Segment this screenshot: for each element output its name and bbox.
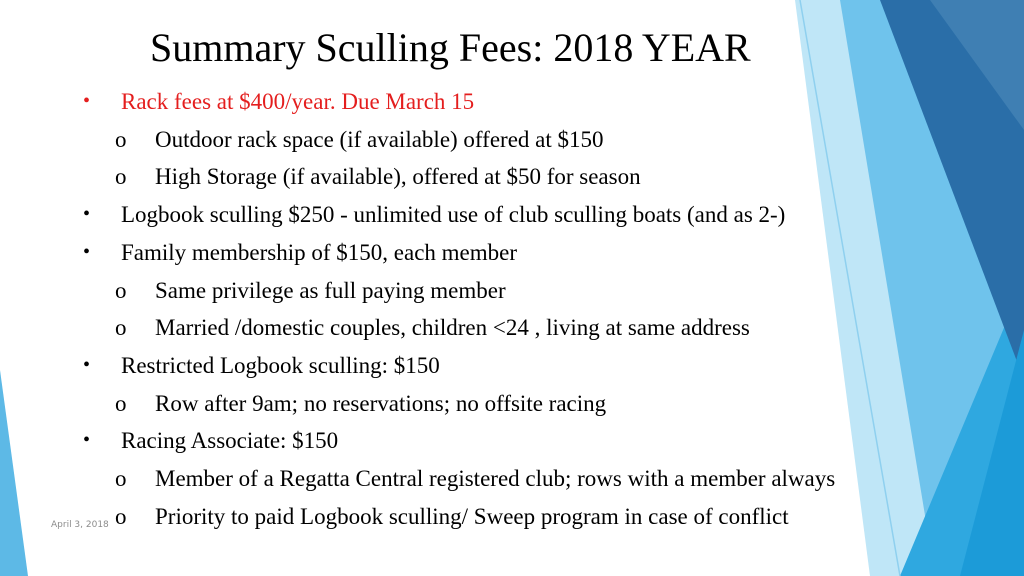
bullet-text: Rack fees at $400/year. Due March 15 <box>121 89 475 114</box>
slide-title: Summary Sculling Fees: 2018 YEAR <box>150 25 751 70</box>
bullet-text: Logbook sculling $250 - unlimited use of club sculling boats (and as 2-) <box>121 202 786 227</box>
bullet-text: Outdoor rack space (if available) offered at $150 <box>155 127 604 152</box>
sub-bullet-marker: o <box>115 278 127 303</box>
bullet-text: Racing Associate: $150 <box>121 428 339 453</box>
bullet-marker: • <box>83 203 91 225</box>
slide-date: April 3, 2018 <box>51 520 109 530</box>
bullet-text: Priority to paid Logbook sculling/ Sweep program in case of conflict <box>155 504 789 529</box>
sub-bullet-marker: o <box>115 504 127 529</box>
sub-bullet-item <box>115 504 789 529</box>
bullet-item <box>83 240 518 265</box>
sub-bullet-marker: o <box>115 466 127 491</box>
sub-bullet-marker: o <box>115 315 127 340</box>
bullet-text: Same privilege as full paying member <box>155 278 506 303</box>
sub-bullet-item <box>115 466 836 491</box>
bullet-text: Family membership of $150, each member <box>121 240 518 265</box>
bullet-marker: • <box>83 429 91 451</box>
bullet-text: Row after 9am; no reservations; no offsite racing <box>155 391 607 416</box>
bullet-text: Married /domestic couples, children <24 , living at same address <box>155 315 750 340</box>
bullet-marker: • <box>83 90 91 112</box>
bullet-marker: • <box>83 241 91 263</box>
bullet-item <box>83 353 440 378</box>
sub-bullet-marker: o <box>115 164 127 189</box>
bullet-item <box>83 428 339 453</box>
bullet-text: Member of a Regatta Central registered club; rows with a member always <box>155 466 836 491</box>
bullet-item <box>83 89 475 114</box>
bullet-text: High Storage (if available), offered at $50 for season <box>155 164 641 189</box>
sub-bullet-item <box>115 391 607 416</box>
sub-bullet-item <box>115 164 641 189</box>
sub-bullet-item <box>115 278 506 303</box>
sub-bullet-marker: o <box>115 391 127 416</box>
sub-bullet-item <box>115 127 604 152</box>
sub-bullet-marker: o <box>115 127 127 152</box>
bullet-item <box>83 202 786 227</box>
bullet-marker: • <box>83 354 91 376</box>
sub-bullet-item <box>115 315 750 340</box>
bullet-text: Restricted Logbook sculling: $150 <box>121 353 440 378</box>
